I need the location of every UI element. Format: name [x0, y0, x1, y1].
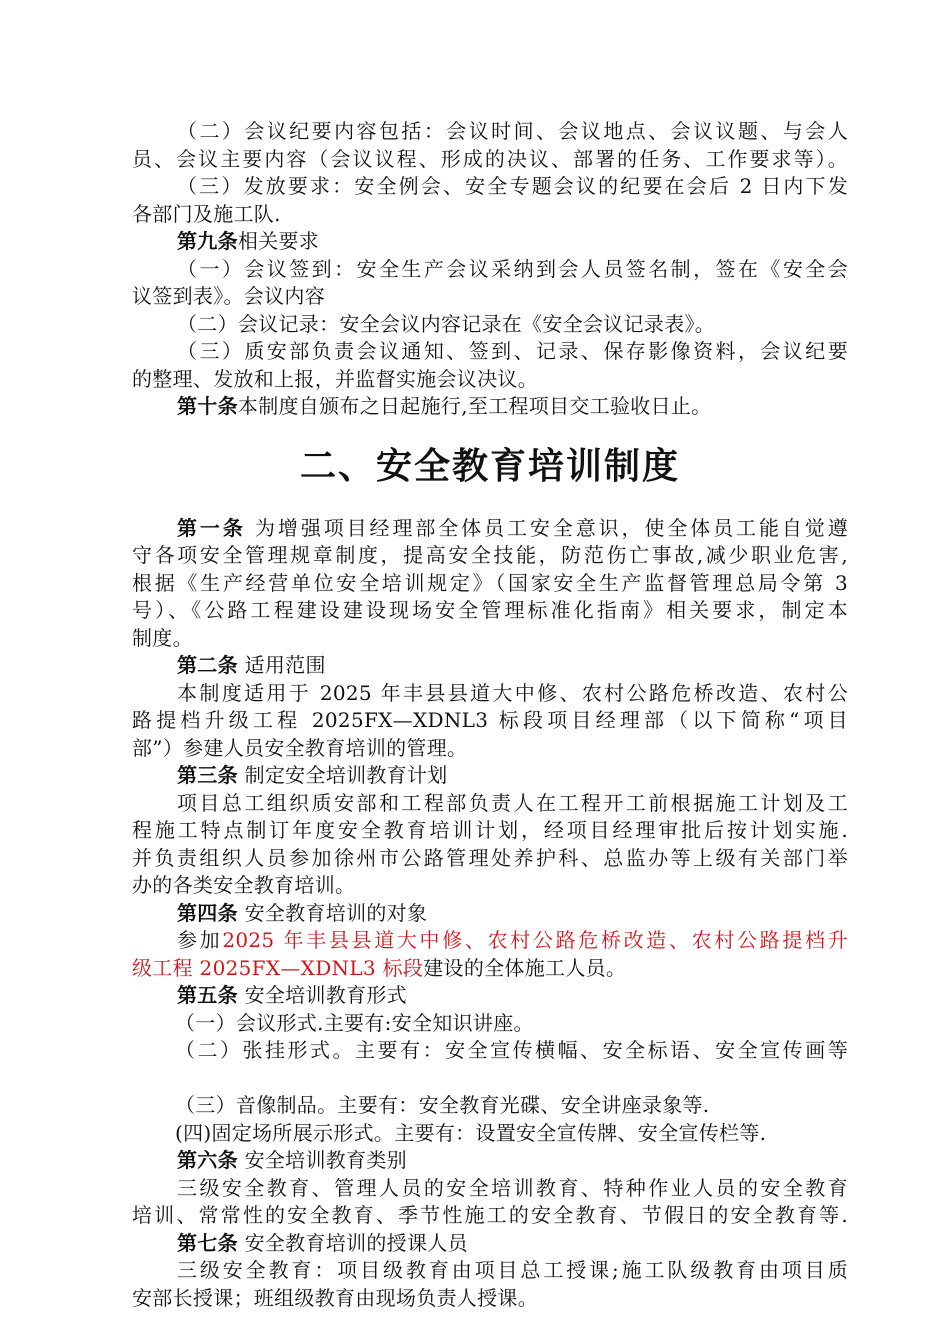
- paragraph-line: （一）会议形式.主要有:安全知识讲座。: [175, 1010, 534, 1035]
- article-heading-line: [132, 393, 848, 421]
- article-heading-line: [132, 228, 848, 256]
- article-label: 第一条: [177, 515, 246, 540]
- paragraph-line: 路提档升级工程 2025FX—XDNL3 标段项目经理部（以下简称“项目: [132, 708, 848, 732]
- paragraph-line: （二）会议记录：安全会议内容记录在《安全会议记录表》。: [177, 311, 716, 336]
- paragraph-line: 员、会议主要内容（会议议程、形成的决议、部署的任务、工作要求等）。: [132, 146, 848, 171]
- paragraph-line: 议签到表》。会议内容: [132, 284, 325, 308]
- article-label: 第三条: [177, 763, 238, 787]
- article-text: 本制度自颁布之日起施行,至工程项目交工验收日止。: [237, 394, 712, 418]
- article-label: 第十条: [177, 394, 238, 418]
- paragraph-line: 各部门及施工队.: [132, 201, 281, 226]
- article-text: 安全教育培训的授课人员: [237, 1230, 468, 1255]
- paragraph-line: 本制度适用于 2025 年丰县县道大中修、农村公路危桥改造、农村公: [177, 680, 848, 705]
- paragraph-line: （三）发放要求：安全例会、安全专题会议的纪要在会后 2 日内下发: [177, 174, 848, 198]
- blank-line: [132, 1065, 848, 1093]
- paragraph-line: 守各项安全管理规章制度，提高安全技能，防范伤亡事故,减少职业危害,: [132, 543, 848, 567]
- article-label: 第四条: [177, 900, 238, 925]
- article-text: 制定安全培训教育计划: [237, 763, 448, 787]
- article-text: 安全教育培训的对象: [237, 900, 428, 925]
- paragraph-line: [132, 955, 848, 983]
- article-label: 第二条: [177, 653, 238, 677]
- article-heading-line: [132, 1230, 848, 1258]
- highlighted-project-name: 级工程 2025FX—XDNL3 标段: [132, 955, 424, 980]
- section-title: 二、安全教育培训制度: [299, 445, 680, 487]
- article-heading-line: [132, 1147, 848, 1175]
- article-heading-line: [132, 652, 848, 680]
- article-label: 第七条: [177, 1230, 238, 1255]
- article-text: 安全培训教育形式: [237, 983, 407, 1007]
- article-label: 第五条: [177, 983, 238, 1007]
- paragraph-line: 制度。: [132, 625, 193, 650]
- paragraph-line: 的整理、发放和上报，并监督实施会议决议。: [132, 366, 538, 391]
- paragraph-line: （三）质安部负责会议通知、签到、记录、保存影像资料，会议纪要: [177, 339, 848, 363]
- plain-text: 建设的全体施工人员。: [423, 955, 627, 980]
- paragraph-line: 号）、《公路工程建设建设现场安全管理标准化指南》相关要求，制定本: [132, 598, 848, 622]
- paragraph-line: (四)固定场所展示形式。主要有：设置安全宣传牌、安全宣传栏等.: [175, 1120, 767, 1145]
- paragraph-line: 三级安全教育：项目级教育由项目总工授课;施工队级教育由项目质: [177, 1258, 848, 1282]
- paragraph-line: （二）张挂形式。主要有：安全宣传横幅、安全标语、安全宣传画等: [175, 1038, 848, 1062]
- paragraph-line: 项目总工组织质安部和工程部负责人在工程开工前根据施工计划及工: [177, 790, 848, 815]
- paragraph-line: 三级安全教育、管理人员的安全培训教育、特种作业人员的安全教育: [177, 1175, 848, 1200]
- article-label: 第九条: [177, 229, 238, 253]
- article-heading-line: [132, 900, 848, 928]
- article-heading-line: [132, 982, 848, 1010]
- article-label: 第六条: [177, 1148, 238, 1172]
- article-heading-line: [132, 762, 848, 790]
- paragraph-line: 并负责组织人员参加徐州市公路管理处养护科、总监办等上级有关部门举: [132, 845, 848, 870]
- article-text: 为增强项目经理部全体员工安全意识，使全体员工能自觉遵: [245, 515, 848, 540]
- paragraph-line: 办的各类安全教育培训。: [132, 873, 356, 897]
- highlighted-project-name: 2025 年丰县县道大中修、农村公路危桥改造、农村公路提档升: [222, 928, 848, 952]
- article-text: 安全培训教育类别: [237, 1148, 407, 1172]
- plain-text: 参加: [177, 928, 223, 952]
- paragraph-line: 根据《生产经营单位安全培训规定》（国家安全生产监督管理总局令第 3: [132, 570, 848, 595]
- document-page: [132, 118, 848, 1312]
- article-text: 相关要求: [237, 229, 320, 253]
- article-text: 适用范围: [237, 653, 326, 677]
- paragraph-line: （一）会议签到：安全生产会议采纳到会人员签名制，签在《安全会: [177, 256, 848, 281]
- paragraph-line: 培训、常常性的安全教育、季节性施工的安全教育、节假日的安全教育等.: [132, 1203, 848, 1227]
- paragraph-line: 安部长授课；班组级教育由现场负责人授课。: [132, 1285, 538, 1310]
- paragraph-line: 程施工特点制订年度安全教育培训计划，经项目经理审批后按计划实施.: [132, 818, 848, 842]
- paragraph-line: （三）音像制品。主要有：安全教育光碟、安全讲座录象等.: [175, 1093, 710, 1117]
- article-first-line: [132, 515, 848, 543]
- paragraph-line: [132, 927, 848, 955]
- paragraph-line: （二）会议纪要内容包括：会议时间、会议地点、会议议题、与会人: [177, 119, 848, 143]
- paragraph-line: 部”）参建人员安全教育培训的管理。: [132, 735, 468, 760]
